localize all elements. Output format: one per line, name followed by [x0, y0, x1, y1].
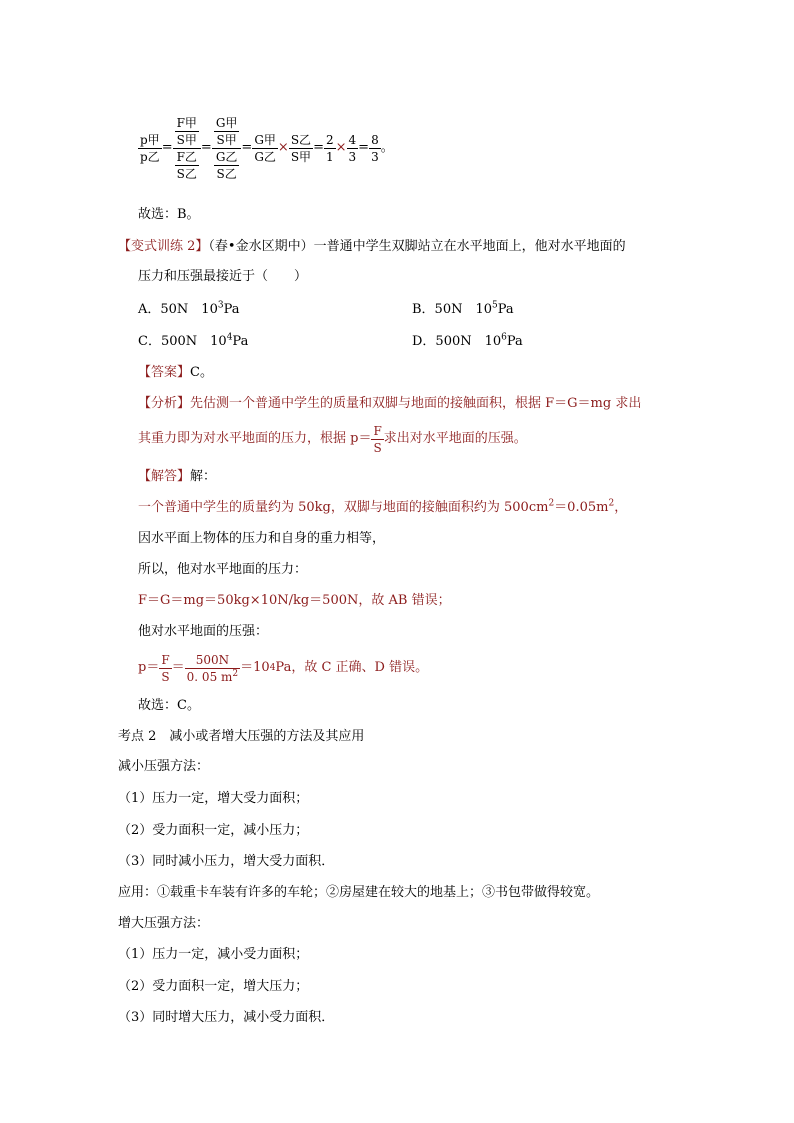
reduce-title: 减小压强方法：	[118, 759, 210, 774]
solution-tag: 【解答】	[138, 469, 191, 484]
fraction-g-ratio: $\frac{\text{G甲}}{\text{G乙}}$	[254, 132, 276, 164]
solution-line-1: 一个普通中学生的质量约为 50kg，双脚与地面的接触面积约为 $500cm^2=0.05m^2$，	[138, 498, 628, 515]
option-c: C．500N $10^4Pa$	[138, 332, 249, 349]
solution-line-2: 因水平面上物体的压力和自身的重力相等，	[138, 531, 386, 546]
solution-line-4: F＝G＝mg＝50kg×10N/kg＝500N，故 AB 错误；	[138, 593, 451, 608]
exercise-line-2: 压力和压强最接近于（ ）	[138, 269, 308, 284]
choice-c: 故选：C。	[138, 698, 200, 713]
increase-item-3: （3）同时增大压力，减小受力面积．	[118, 1010, 335, 1025]
fraction-500n-area: $\frac{500N}{0. 05 m^2}$	[186, 652, 239, 684]
application-line: 应用：①载重卡车装有许多的车轮；②房屋建在较大的地基上；③书包带做得较宽。	[118, 885, 600, 900]
reduce-item-3: （3）同时减小压力，增大受力面积．	[118, 854, 335, 869]
option-a: A．50N $10^3Pa$	[138, 300, 240, 317]
answer-line: 【答案】C。	[138, 365, 213, 380]
analysis-tag: 【分析】	[138, 396, 191, 411]
solution-pressure-formula: p＝ $\frac{F}{S}$ ＝ $\frac{500N}{0. 05 m^2}$ ＝10 4 Pa，故 C 正确、D 错误。	[138, 652, 429, 684]
solution-line-5: 他对水平地面的压强：	[138, 624, 269, 639]
analysis-line-1: 【分析】先估测一个普通中学生的质量和双脚与地面的接触面积，根据 F＝G＝mg 求出	[138, 396, 642, 411]
reduce-item-1: （1）压力一定，增大受力面积；	[118, 791, 309, 806]
answer-tag: 【答案】	[138, 365, 191, 380]
fraction-lhs: $\frac{\text{p甲}}{\text{p乙}}$	[140, 132, 160, 164]
increase-item-1: （1）压力一定，减小受力面积；	[118, 947, 309, 962]
exercise-tag: 【变式训练 2】	[118, 239, 209, 254]
fraction-2-1: $\frac{2}{1}$	[325, 132, 334, 164]
increase-item-2: （2）受力面积一定，增大压力；	[118, 979, 309, 994]
choice-b: 故选：B。	[138, 207, 200, 222]
analysis-line-2: 其重力即为对水平地面的压力，根据 p＝ $\frac{F}{S}$ 求出对水平地面的压强。	[138, 423, 527, 455]
solution-header: 【解答】解：	[138, 469, 217, 484]
fraction-8-3: $\frac{8}{3}$	[371, 132, 379, 164]
formula-pressure-ratio: $\frac{\text{p甲}}{\text{p乙}}$ = $\frac{\frac{\text{F甲}}{\text{S甲}}}{\frac{\text{F乙}}{\text{S乙}}}$ = $\frac{\frac{\text{G甲}}{\text{S甲}}}{\frac{\text{G乙}}{\text{S乙}}}$ = $\frac{\text{G甲}}{\text{G乙}}$ × $\frac{\text{S乙}}{\text{S甲}}$ = $\frac{2}{1}$ × $\frac{4}{3}$ = $\frac{8}{3}$ 。	[140, 115, 394, 181]
fraction-f-over-s: $\frac{F}{S}$	[373, 423, 382, 455]
exercise-line-1: 【变式训练 2】（春•金水区期中）一普通中学生双脚站立在水平地面上，他对水平地面的	[118, 239, 626, 254]
fraction-s-ratio: $\frac{\text{S乙}}{\text{S甲}}$	[290, 132, 312, 164]
option-b: B．50N $10^5Pa$	[412, 300, 514, 317]
topic-title: 考点 2 减小或者增大压强的方法及其应用	[118, 729, 365, 744]
increase-title: 增大压强方法：	[118, 916, 210, 931]
fraction-f-s: $\frac{F}{S}$	[161, 652, 170, 684]
complex-fraction-2: $\frac{\frac{\text{G甲}}{\text{S甲}}}{\frac{\text{G乙}}{\text{S乙}}}$	[212, 115, 242, 182]
complex-fraction-1: $\frac{\frac{\text{F甲}}{\text{S甲}}}{\frac{\text{F乙}}{\text{S乙}}}$	[173, 115, 201, 182]
fraction-4-3: $\frac{4}{3}$	[348, 132, 357, 164]
option-d: D．500N $10^6Pa$	[412, 332, 523, 349]
solution-line-3: 所以，他对水平地面的压力：	[138, 562, 308, 577]
reduce-item-2: （2）受力面积一定，减小压力；	[118, 823, 309, 838]
